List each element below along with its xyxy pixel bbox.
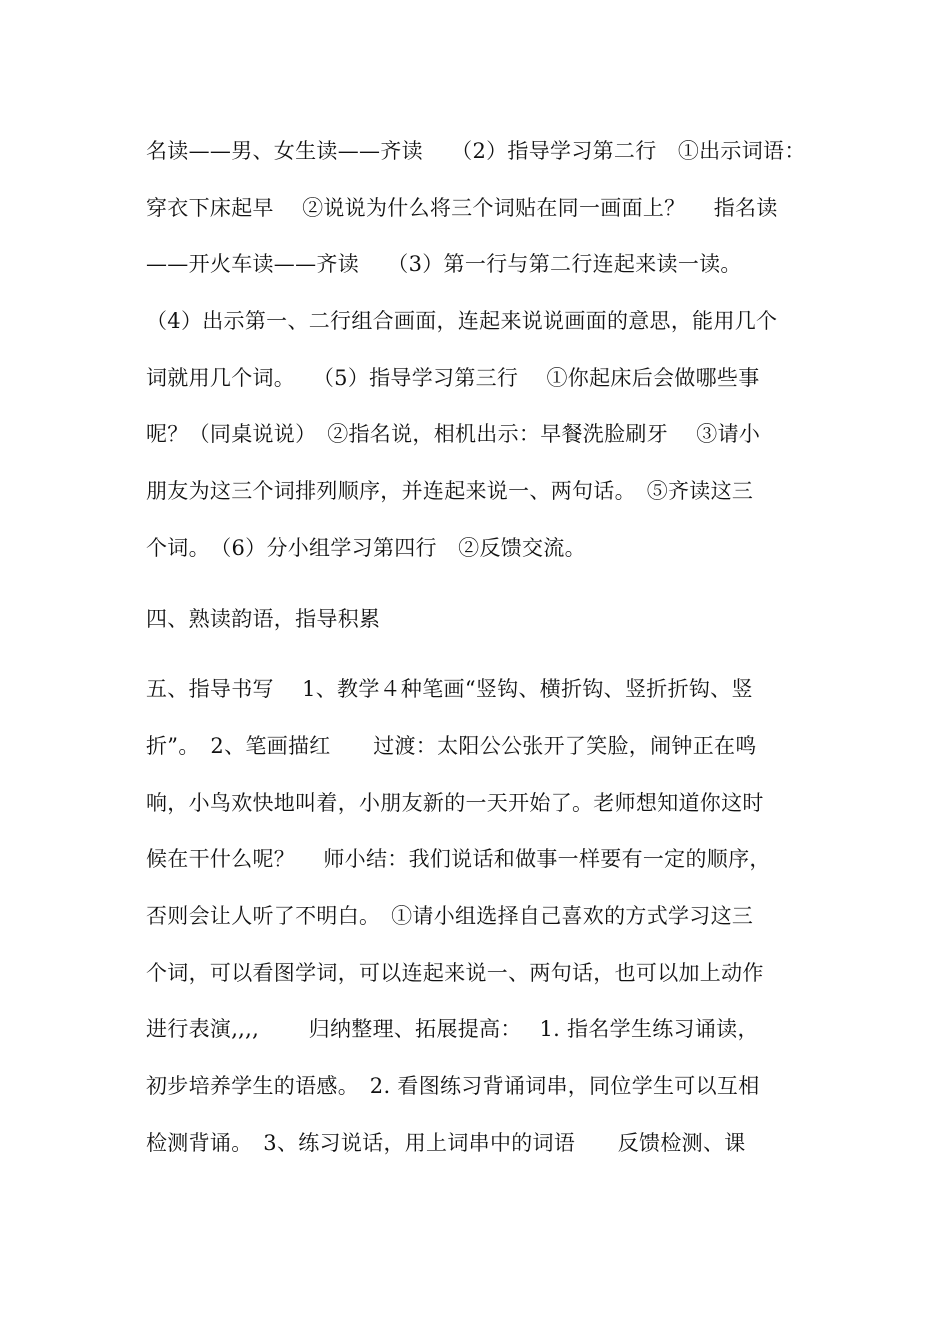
text-line: （4）出示第一、二行组合画面，连起来说说画面的意思，能用几个 (146, 309, 778, 333)
text-line: 词就用几个词。 （5）指导学习第三行 ①你起床后会做哪些事 (146, 366, 760, 390)
text-line: 进行表演,,,, 归纳整理、拓展提高： 1. 指名学生练习诵读， (146, 1017, 759, 1041)
text-line: 响，小鸟欢快地叫着，小朋友新的一天开始了。老师想知道你这时 (146, 791, 764, 815)
text-line: 折”。 2、笔画描红 过渡：太阳公公张开了笑脸，闹钟正在鸣 (146, 734, 757, 758)
text-line: 检测背诵。 3、练习说话，用上词串中的词语 反馈检测、课 (146, 1131, 746, 1155)
text-line: 个词，可以看图学词，可以连起来说一、两句话，也可以加上动作 (146, 961, 764, 985)
text-line: 个词。 （6）分小组学习第四行 ②反馈交流。 (146, 536, 586, 560)
text-line: 否则会让人听了不明白。 ①请小组选择自己喜欢的方式学习这三 (146, 904, 754, 928)
text-line: 朋友为这三个词排列顺序，并连起来说一、两句话。 ⑤齐读这三 (146, 479, 754, 503)
text-line: 穿衣下床起早 ②说说为什么将三个词贴在同一画面上？ 指名读 (146, 196, 778, 220)
text-line: 初步培养学生的语感。 2. 看图练习背诵词串，同位学生可以互相 (146, 1074, 760, 1098)
section-heading: 四、熟读韵语，指导积累 (146, 607, 381, 631)
text-line: 名读——男、女生读——齐读 （2）指导学习第二行 ①出示词语： (146, 139, 806, 163)
text-line: ——开火车读——齐读 （3）第一行与第二行连起来读一读。 (146, 252, 742, 276)
text-line: 呢？（同桌说说） ②指名说，相机出示：早餐洗脸刷牙 ③请小 (146, 422, 761, 446)
text-line: 候在干什么呢？ 师小结：我们说话和做事一样要有一定的顺序， (146, 847, 771, 871)
text-line: 五、指导书写 1、教学４种笔画“竖钩、横折钩、竖折折钩、竖 (146, 677, 753, 701)
